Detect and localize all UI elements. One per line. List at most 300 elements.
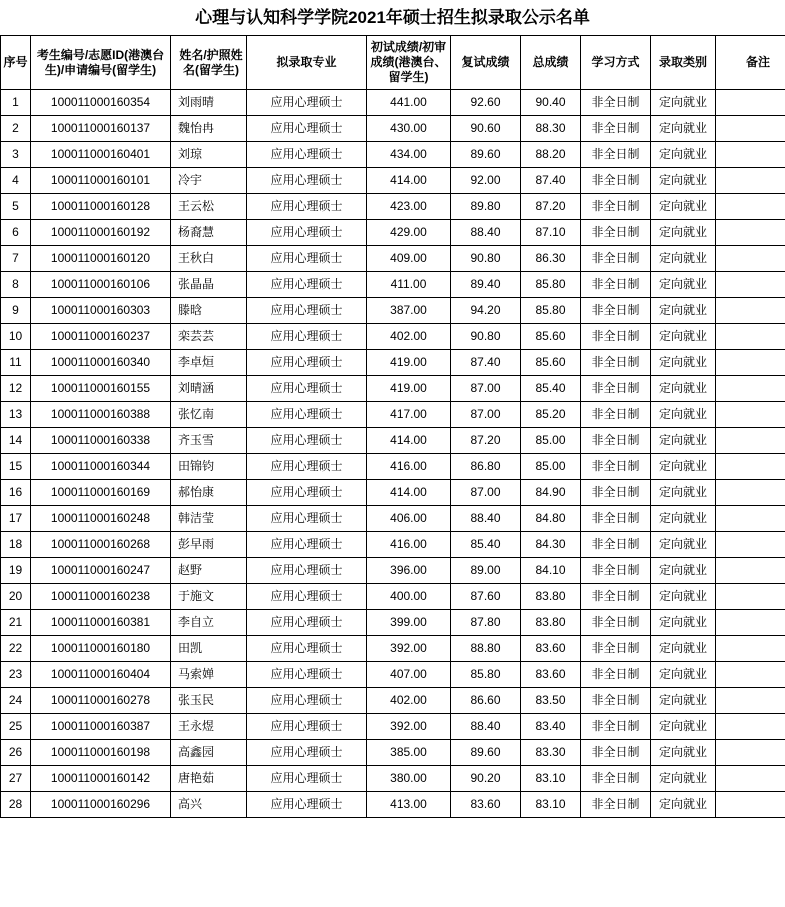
cell-remarks	[716, 662, 785, 688]
cell-index: 24	[1, 688, 31, 714]
column-header-study-mode: 学习方式	[581, 36, 651, 90]
table-row	[1, 402, 785, 428]
cell-name: 李卓烜	[171, 350, 247, 376]
table-row	[1, 662, 785, 688]
cell-remarks	[716, 324, 785, 350]
cell-total-score: 88.20	[521, 142, 581, 168]
cell-retest-score: 89.40	[451, 272, 521, 298]
cell-study-mode: 非全日制	[581, 636, 651, 662]
cell-index: 22	[1, 636, 31, 662]
cell-total-score: 87.40	[521, 168, 581, 194]
cell-study-mode: 非全日制	[581, 454, 651, 480]
cell-exam-id: 100011000160381	[31, 610, 171, 636]
cell-retest-score: 87.60	[451, 584, 521, 610]
cell-name: 王秋白	[171, 246, 247, 272]
cell-exam-id: 100011000160401	[31, 142, 171, 168]
cell-admission-type: 定向就业	[651, 428, 716, 454]
cell-first-score: 409.00	[367, 246, 451, 272]
table-body	[1, 90, 785, 818]
cell-total-score: 84.10	[521, 558, 581, 584]
cell-retest-score: 85.80	[451, 662, 521, 688]
cell-major: 应用心理硕士	[247, 90, 367, 116]
cell-first-score: 406.00	[367, 506, 451, 532]
cell-admission-type: 定向就业	[651, 194, 716, 220]
cell-exam-id: 100011000160344	[31, 454, 171, 480]
table-row	[1, 506, 785, 532]
cell-study-mode: 非全日制	[581, 480, 651, 506]
cell-remarks	[716, 272, 785, 298]
table-row	[1, 480, 785, 506]
cell-index: 5	[1, 194, 31, 220]
cell-remarks	[716, 142, 785, 168]
table-row	[1, 298, 785, 324]
table-row	[1, 90, 785, 116]
cell-major: 应用心理硕士	[247, 766, 367, 792]
cell-major: 应用心理硕士	[247, 116, 367, 142]
cell-major: 应用心理硕士	[247, 558, 367, 584]
cell-study-mode: 非全日制	[581, 792, 651, 818]
cell-first-score: 385.00	[367, 740, 451, 766]
table-row	[1, 792, 785, 818]
cell-name: 齐玉雪	[171, 428, 247, 454]
table-row	[1, 454, 785, 480]
cell-index: 15	[1, 454, 31, 480]
cell-name: 滕晗	[171, 298, 247, 324]
cell-admission-type: 定向就业	[651, 740, 716, 766]
cell-total-score: 87.10	[521, 220, 581, 246]
cell-total-score: 87.20	[521, 194, 581, 220]
cell-first-score: 402.00	[367, 324, 451, 350]
cell-retest-score: 86.80	[451, 454, 521, 480]
cell-retest-score: 89.80	[451, 194, 521, 220]
cell-major: 应用心理硕士	[247, 740, 367, 766]
cell-retest-score: 88.80	[451, 636, 521, 662]
cell-admission-type: 定向就业	[651, 324, 716, 350]
cell-exam-id: 100011000160387	[31, 714, 171, 740]
cell-major: 应用心理硕士	[247, 194, 367, 220]
cell-major: 应用心理硕士	[247, 402, 367, 428]
cell-total-score: 83.60	[521, 636, 581, 662]
cell-remarks	[716, 584, 785, 610]
table-header	[1, 36, 785, 90]
cell-study-mode: 非全日制	[581, 506, 651, 532]
cell-exam-id: 100011000160238	[31, 584, 171, 610]
cell-total-score: 83.30	[521, 740, 581, 766]
cell-exam-id: 100011000160106	[31, 272, 171, 298]
cell-retest-score: 92.00	[451, 168, 521, 194]
table-row	[1, 766, 785, 792]
cell-major: 应用心理硕士	[247, 480, 367, 506]
cell-study-mode: 非全日制	[581, 766, 651, 792]
cell-study-mode: 非全日制	[581, 298, 651, 324]
cell-first-score: 400.00	[367, 584, 451, 610]
cell-study-mode: 非全日制	[581, 168, 651, 194]
cell-index: 26	[1, 740, 31, 766]
cell-admission-type: 定向就业	[651, 116, 716, 142]
cell-name: 张玉民	[171, 688, 247, 714]
cell-retest-score: 87.80	[451, 610, 521, 636]
page-title: 心理与认知科学学院2021年硕士招生拟录取公示名单	[195, 8, 590, 27]
cell-index: 18	[1, 532, 31, 558]
cell-total-score: 85.80	[521, 298, 581, 324]
cell-major: 应用心理硕士	[247, 298, 367, 324]
cell-admission-type: 定向就业	[651, 636, 716, 662]
table-row	[1, 688, 785, 714]
cell-admission-type: 定向就业	[651, 220, 716, 246]
cell-name: 张晶晶	[171, 272, 247, 298]
cell-major: 应用心理硕士	[247, 636, 367, 662]
cell-study-mode: 非全日制	[581, 714, 651, 740]
cell-exam-id: 100011000160169	[31, 480, 171, 506]
cell-remarks	[716, 220, 785, 246]
cell-exam-id: 100011000160278	[31, 688, 171, 714]
column-header-remarks: 备注	[716, 36, 785, 90]
cell-total-score: 85.20	[521, 402, 581, 428]
cell-total-score: 85.80	[521, 272, 581, 298]
table-row	[1, 168, 785, 194]
table-header-row	[1, 36, 785, 90]
cell-exam-id: 100011000160128	[31, 194, 171, 220]
cell-index: 20	[1, 584, 31, 610]
cell-name: 刘雨晴	[171, 90, 247, 116]
cell-major: 应用心理硕士	[247, 272, 367, 298]
cell-index: 21	[1, 610, 31, 636]
cell-study-mode: 非全日制	[581, 324, 651, 350]
admission-roster-table	[0, 35, 785, 818]
cell-first-score: 416.00	[367, 454, 451, 480]
cell-exam-id: 100011000160155	[31, 376, 171, 402]
cell-total-score: 84.80	[521, 506, 581, 532]
cell-study-mode: 非全日制	[581, 688, 651, 714]
table-row	[1, 194, 785, 220]
cell-study-mode: 非全日制	[581, 142, 651, 168]
cell-retest-score: 87.20	[451, 428, 521, 454]
cell-study-mode: 非全日制	[581, 350, 651, 376]
cell-retest-score: 87.00	[451, 402, 521, 428]
cell-retest-score: 89.60	[451, 740, 521, 766]
cell-remarks	[716, 480, 785, 506]
cell-retest-score: 88.40	[451, 714, 521, 740]
cell-major: 应用心理硕士	[247, 506, 367, 532]
cell-study-mode: 非全日制	[581, 220, 651, 246]
cell-major: 应用心理硕士	[247, 220, 367, 246]
cell-remarks	[716, 246, 785, 272]
cell-study-mode: 非全日制	[581, 428, 651, 454]
cell-study-mode: 非全日制	[581, 532, 651, 558]
cell-admission-type: 定向就业	[651, 584, 716, 610]
cell-retest-score: 90.80	[451, 324, 521, 350]
cell-exam-id: 100011000160303	[31, 298, 171, 324]
table-row	[1, 584, 785, 610]
cell-study-mode: 非全日制	[581, 558, 651, 584]
cell-name: 王云松	[171, 194, 247, 220]
cell-total-score: 90.40	[521, 90, 581, 116]
cell-retest-score: 83.60	[451, 792, 521, 818]
cell-name: 田锦钧	[171, 454, 247, 480]
cell-remarks	[716, 454, 785, 480]
cell-remarks	[716, 194, 785, 220]
cell-index: 27	[1, 766, 31, 792]
cell-remarks	[716, 116, 785, 142]
cell-remarks	[716, 688, 785, 714]
cell-retest-score: 85.40	[451, 532, 521, 558]
cell-remarks	[716, 532, 785, 558]
cell-admission-type: 定向就业	[651, 246, 716, 272]
cell-total-score: 83.60	[521, 662, 581, 688]
cell-name: 郝怡康	[171, 480, 247, 506]
cell-first-score: 414.00	[367, 480, 451, 506]
cell-retest-score: 94.20	[451, 298, 521, 324]
cell-study-mode: 非全日制	[581, 584, 651, 610]
cell-admission-type: 定向就业	[651, 454, 716, 480]
cell-major: 应用心理硕士	[247, 610, 367, 636]
cell-name: 冷宇	[171, 168, 247, 194]
cell-name: 杨裔慧	[171, 220, 247, 246]
column-header-total-score: 总成绩	[521, 36, 581, 90]
table-row	[1, 350, 785, 376]
cell-admission-type: 定向就业	[651, 506, 716, 532]
cell-exam-id: 100011000160142	[31, 766, 171, 792]
cell-remarks	[716, 428, 785, 454]
cell-admission-type: 定向就业	[651, 272, 716, 298]
cell-index: 6	[1, 220, 31, 246]
cell-total-score: 86.30	[521, 246, 581, 272]
table-row	[1, 428, 785, 454]
cell-retest-score: 90.60	[451, 116, 521, 142]
cell-index: 12	[1, 376, 31, 402]
cell-remarks	[716, 168, 785, 194]
cell-index: 1	[1, 90, 31, 116]
cell-admission-type: 定向就业	[651, 558, 716, 584]
cell-name: 彭早雨	[171, 532, 247, 558]
cell-first-score: 413.00	[367, 792, 451, 818]
cell-remarks	[716, 636, 785, 662]
cell-study-mode: 非全日制	[581, 740, 651, 766]
cell-study-mode: 非全日制	[581, 376, 651, 402]
cell-exam-id: 100011000160192	[31, 220, 171, 246]
cell-first-score: 392.00	[367, 714, 451, 740]
cell-major: 应用心理硕士	[247, 714, 367, 740]
table-row	[1, 532, 785, 558]
cell-study-mode: 非全日制	[581, 662, 651, 688]
cell-index: 2	[1, 116, 31, 142]
table-row	[1, 376, 785, 402]
cell-admission-type: 定向就业	[651, 766, 716, 792]
cell-exam-id: 100011000160340	[31, 350, 171, 376]
cell-index: 23	[1, 662, 31, 688]
cell-total-score: 84.30	[521, 532, 581, 558]
cell-total-score: 84.90	[521, 480, 581, 506]
cell-major: 应用心理硕士	[247, 454, 367, 480]
cell-remarks	[716, 766, 785, 792]
cell-index: 10	[1, 324, 31, 350]
cell-major: 应用心理硕士	[247, 792, 367, 818]
cell-major: 应用心理硕士	[247, 376, 367, 402]
cell-study-mode: 非全日制	[581, 610, 651, 636]
cell-index: 4	[1, 168, 31, 194]
cell-admission-type: 定向就业	[651, 168, 716, 194]
cell-retest-score: 90.20	[451, 766, 521, 792]
cell-name: 田凯	[171, 636, 247, 662]
table-row	[1, 116, 785, 142]
cell-exam-id: 100011000160268	[31, 532, 171, 558]
cell-name: 王永煜	[171, 714, 247, 740]
cell-total-score: 85.40	[521, 376, 581, 402]
cell-admission-type: 定向就业	[651, 90, 716, 116]
cell-total-score: 83.10	[521, 792, 581, 818]
cell-name: 赵野	[171, 558, 247, 584]
cell-index: 19	[1, 558, 31, 584]
cell-major: 应用心理硕士	[247, 142, 367, 168]
cell-retest-score: 88.40	[451, 220, 521, 246]
table-row	[1, 324, 785, 350]
cell-retest-score: 87.00	[451, 376, 521, 402]
cell-major: 应用心理硕士	[247, 688, 367, 714]
cell-name: 于施文	[171, 584, 247, 610]
cell-study-mode: 非全日制	[581, 116, 651, 142]
column-header-first-score: 初试成绩/初审成绩(港澳台、留学生)	[367, 36, 451, 90]
cell-exam-id: 100011000160248	[31, 506, 171, 532]
cell-index: 25	[1, 714, 31, 740]
cell-index: 14	[1, 428, 31, 454]
cell-exam-id: 100011000160237	[31, 324, 171, 350]
cell-first-score: 392.00	[367, 636, 451, 662]
column-header-index: 序号	[1, 36, 31, 90]
cell-first-score: 419.00	[367, 350, 451, 376]
table-row	[1, 220, 785, 246]
cell-exam-id: 100011000160101	[31, 168, 171, 194]
table-row	[1, 246, 785, 272]
column-header-exam-id: 考生编号/志愿ID(港澳台生)/申请编号(留学生)	[31, 36, 171, 90]
cell-major: 应用心理硕士	[247, 324, 367, 350]
cell-total-score: 83.10	[521, 766, 581, 792]
cell-first-score: 396.00	[367, 558, 451, 584]
cell-first-score: 402.00	[367, 688, 451, 714]
cell-admission-type: 定向就业	[651, 298, 716, 324]
cell-admission-type: 定向就业	[651, 376, 716, 402]
cell-name: 张忆南	[171, 402, 247, 428]
cell-total-score: 83.80	[521, 610, 581, 636]
cell-index: 8	[1, 272, 31, 298]
cell-name: 栾芸芸	[171, 324, 247, 350]
cell-admission-type: 定向就业	[651, 350, 716, 376]
cell-remarks	[716, 350, 785, 376]
cell-index: 28	[1, 792, 31, 818]
cell-major: 应用心理硕士	[247, 584, 367, 610]
cell-study-mode: 非全日制	[581, 272, 651, 298]
cell-first-score: 407.00	[367, 662, 451, 688]
cell-remarks	[716, 506, 785, 532]
cell-index: 16	[1, 480, 31, 506]
cell-first-score: 411.00	[367, 272, 451, 298]
cell-retest-score: 89.00	[451, 558, 521, 584]
cell-remarks	[716, 610, 785, 636]
cell-first-score: 417.00	[367, 402, 451, 428]
cell-name: 韩洁莹	[171, 506, 247, 532]
cell-remarks	[716, 376, 785, 402]
cell-name: 魏怡冉	[171, 116, 247, 142]
cell-total-score: 85.00	[521, 428, 581, 454]
cell-name: 唐艳茹	[171, 766, 247, 792]
cell-first-score: 416.00	[367, 532, 451, 558]
cell-remarks	[716, 90, 785, 116]
cell-total-score: 83.80	[521, 584, 581, 610]
table-row	[1, 610, 785, 636]
cell-major: 应用心理硕士	[247, 428, 367, 454]
cell-major: 应用心理硕士	[247, 662, 367, 688]
column-header-retest-score: 复试成绩	[451, 36, 521, 90]
cell-first-score: 387.00	[367, 298, 451, 324]
cell-retest-score: 92.60	[451, 90, 521, 116]
cell-retest-score: 86.60	[451, 688, 521, 714]
cell-retest-score: 87.40	[451, 350, 521, 376]
cell-index: 7	[1, 246, 31, 272]
cell-major: 应用心理硕士	[247, 168, 367, 194]
cell-remarks	[716, 298, 785, 324]
cell-name: 刘晴涵	[171, 376, 247, 402]
cell-remarks	[716, 402, 785, 428]
cell-index: 11	[1, 350, 31, 376]
cell-first-score: 434.00	[367, 142, 451, 168]
cell-admission-type: 定向就业	[651, 142, 716, 168]
cell-retest-score: 87.00	[451, 480, 521, 506]
column-header-major: 拟录取专业	[247, 36, 367, 90]
cell-first-score: 423.00	[367, 194, 451, 220]
cell-first-score: 430.00	[367, 116, 451, 142]
cell-remarks	[716, 792, 785, 818]
cell-exam-id: 100011000160404	[31, 662, 171, 688]
table-row	[1, 714, 785, 740]
cell-exam-id: 100011000160296	[31, 792, 171, 818]
cell-study-mode: 非全日制	[581, 90, 651, 116]
cell-admission-type: 定向就业	[651, 480, 716, 506]
cell-first-score: 419.00	[367, 376, 451, 402]
cell-exam-id: 100011000160338	[31, 428, 171, 454]
cell-first-score: 429.00	[367, 220, 451, 246]
cell-total-score: 85.00	[521, 454, 581, 480]
cell-exam-id: 100011000160137	[31, 116, 171, 142]
cell-first-score: 414.00	[367, 428, 451, 454]
cell-index: 13	[1, 402, 31, 428]
cell-remarks	[716, 714, 785, 740]
table-row	[1, 636, 785, 662]
cell-name: 刘琼	[171, 142, 247, 168]
cell-study-mode: 非全日制	[581, 246, 651, 272]
table-row	[1, 740, 785, 766]
cell-major: 应用心理硕士	[247, 532, 367, 558]
cell-name: 高兴	[171, 792, 247, 818]
column-header-admission-type: 录取类别	[651, 36, 716, 90]
cell-total-score: 83.40	[521, 714, 581, 740]
cell-name: 高鑫园	[171, 740, 247, 766]
cell-total-score: 85.60	[521, 350, 581, 376]
cell-index: 17	[1, 506, 31, 532]
cell-total-score: 88.30	[521, 116, 581, 142]
cell-total-score: 85.60	[521, 324, 581, 350]
cell-remarks	[716, 740, 785, 766]
cell-admission-type: 定向就业	[651, 662, 716, 688]
cell-study-mode: 非全日制	[581, 194, 651, 220]
cell-admission-type: 定向就业	[651, 532, 716, 558]
cell-name: 李自立	[171, 610, 247, 636]
cell-retest-score: 88.40	[451, 506, 521, 532]
cell-major: 应用心理硕士	[247, 350, 367, 376]
cell-admission-type: 定向就业	[651, 792, 716, 818]
cell-remarks	[716, 558, 785, 584]
cell-admission-type: 定向就业	[651, 688, 716, 714]
cell-exam-id: 100011000160180	[31, 636, 171, 662]
table-row	[1, 142, 785, 168]
